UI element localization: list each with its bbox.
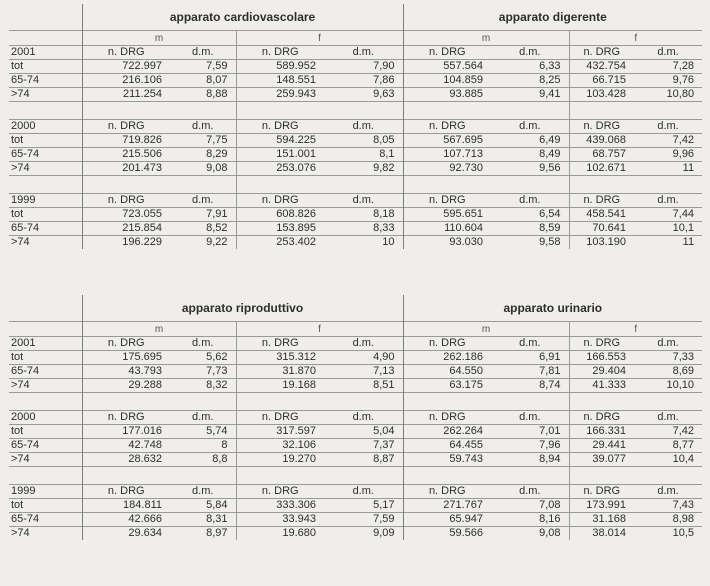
drg-count-cell: 107.713 [403,148,491,162]
dm-value-cell: 8,97 [170,527,236,541]
dm-value-cell: 6,54 [491,208,569,222]
dm-header: d.m. [324,337,403,351]
drg-count-cell: 215.506 [82,148,170,162]
dm-header: d.m. [324,411,403,425]
row-label: 65-74 [9,439,82,453]
dm-value-cell: 9,22 [170,236,236,250]
drg-count-cell: 184.811 [82,499,170,513]
year-label: 2001 [9,337,82,351]
drg-count-cell: 166.553 [569,351,634,365]
spacer-cell [236,176,324,194]
drg-count-cell: 92.730 [403,162,491,176]
n-drg-header: n. DRG [569,194,634,208]
dm-value-cell: 9,63 [324,88,403,102]
row-label: tot [9,351,82,365]
drg-count-cell: 104.859 [403,74,491,88]
drg-count-cell: 42.748 [82,439,170,453]
dm-header: d.m. [634,485,702,499]
drg-count-cell: 64.455 [403,439,491,453]
dm-value-cell: 7,42 [634,134,702,148]
drg-count-cell: 719.826 [82,134,170,148]
dm-value-cell: 8,25 [491,74,569,88]
dm-value-cell: 7,73 [170,365,236,379]
row-label: 65-74 [9,513,82,527]
dm-value-cell: 8 [170,439,236,453]
dm-value-cell: 4,90 [324,351,403,365]
dm-header: d.m. [491,337,569,351]
dm-value-cell: 8,74 [491,379,569,393]
n-drg-header: n. DRG [569,120,634,134]
dm-value-cell: 8,07 [170,74,236,88]
dm-value-cell: 7,90 [324,60,403,74]
drg-count-cell: 173.991 [569,499,634,513]
empty-cell [9,31,82,46]
n-drg-header: n. DRG [82,120,170,134]
dm-value-cell: 6,49 [491,134,569,148]
row-label: >74 [9,236,82,250]
dm-value-cell: 9,82 [324,162,403,176]
dm-header: d.m. [491,411,569,425]
drg-count-cell: 41.333 [569,379,634,393]
gender-m-label: m [82,31,236,46]
dm-value-cell: 10,1 [634,222,702,236]
spacer-cell [634,102,702,120]
drg-count-cell: 589.952 [236,60,324,74]
spacer-cell [403,393,491,411]
n-drg-header: n. DRG [403,194,491,208]
dm-value-cell: 8,49 [491,148,569,162]
dm-value-cell: 7,75 [170,134,236,148]
n-drg-header: n. DRG [569,46,634,60]
row-label: tot [9,208,82,222]
drg-count-cell: 31.168 [569,513,634,527]
dm-value-cell: 7,96 [491,439,569,453]
drg-count-cell: 31.870 [236,365,324,379]
year-label: 1999 [9,194,82,208]
drg-count-cell: 103.428 [569,88,634,102]
row-label: >74 [9,88,82,102]
n-drg-header: n. DRG [236,120,324,134]
dm-value-cell: 10,80 [634,88,702,102]
spacer-cell [569,393,634,411]
spacer-cell [569,102,634,120]
drg-count-cell: 66.715 [569,74,634,88]
dm-value-cell: 8,8 [170,453,236,467]
drg-count-cell: 68.757 [569,148,634,162]
empty-cell [9,322,82,337]
spacer-cell [236,467,324,485]
dm-header: d.m. [170,485,236,499]
spacer-cell [9,102,82,120]
gender-m-label: m [403,322,569,337]
spacer-cell [403,102,491,120]
n-drg-header: n. DRG [569,337,634,351]
dm-header: d.m. [170,411,236,425]
drg-count-cell: 259.943 [236,88,324,102]
drg-count-cell: 432.754 [569,60,634,74]
dm-value-cell: 5,04 [324,425,403,439]
drg-count-cell: 19.168 [236,379,324,393]
drg-count-cell: 608.826 [236,208,324,222]
dm-value-cell: 9,08 [170,162,236,176]
drg-count-cell: 151.001 [236,148,324,162]
n-drg-header: n. DRG [236,337,324,351]
n-drg-header: n. DRG [403,485,491,499]
empty-cell [9,4,82,31]
dm-value-cell: 5,17 [324,499,403,513]
row-label: >74 [9,162,82,176]
spacer-cell [403,467,491,485]
dm-value-cell: 9,08 [491,527,569,541]
spacer-cell [82,467,170,485]
drg-count-cell: 39.077 [569,453,634,467]
dm-value-cell: 8,77 [634,439,702,453]
drg-count-cell: 315.312 [236,351,324,365]
spacer-cell [82,102,170,120]
dm-header: d.m. [324,485,403,499]
dm-value-cell: 9,76 [634,74,702,88]
row-label: tot [9,60,82,74]
dm-value-cell: 7,08 [491,499,569,513]
drg-count-cell: 29.441 [569,439,634,453]
year-label: 2000 [9,411,82,425]
dm-value-cell: 5,74 [170,425,236,439]
row-label: tot [9,134,82,148]
year-label: 2001 [9,46,82,60]
row-label: 65-74 [9,222,82,236]
drg-count-cell: 253.402 [236,236,324,250]
spacer-cell [324,393,403,411]
dm-header: d.m. [634,46,702,60]
spacer-cell [491,393,569,411]
dm-value-cell: 8,69 [634,365,702,379]
drg-count-cell: 723.055 [82,208,170,222]
row-label: 65-74 [9,365,82,379]
drg-count-cell: 19.270 [236,453,324,467]
drg-count-cell: 196.229 [82,236,170,250]
dm-value-cell: 8,05 [324,134,403,148]
drg-count-cell: 567.695 [403,134,491,148]
dm-value-cell: 7,01 [491,425,569,439]
dm-value-cell: 9,56 [491,162,569,176]
gender-m-label: m [82,322,236,337]
section-table [9,4,702,249]
dm-header: d.m. [170,337,236,351]
dm-value-cell: 7,42 [634,425,702,439]
spacer-cell [324,176,403,194]
dm-value-cell: 7,91 [170,208,236,222]
drg-count-cell: 93.885 [403,88,491,102]
drg-count-cell: 595.651 [403,208,491,222]
row-label: >74 [9,453,82,467]
spacer-cell [82,393,170,411]
drg-count-cell: 175.695 [82,351,170,365]
n-drg-header: n. DRG [403,411,491,425]
row-label: >74 [9,527,82,541]
n-drg-header: n. DRG [236,411,324,425]
drg-count-cell: 70.641 [569,222,634,236]
spacer-cell [403,176,491,194]
spacer-cell [82,176,170,194]
spacer-cell [170,176,236,194]
spacer-cell [634,467,702,485]
dm-header: d.m. [170,194,236,208]
dm-header: d.m. [324,194,403,208]
drg-count-cell: 103.190 [569,236,634,250]
drg-count-cell: 63.175 [403,379,491,393]
dm-value-cell: 8,98 [634,513,702,527]
spacer-cell [324,102,403,120]
n-drg-header: n. DRG [569,485,634,499]
dm-value-cell: 7,86 [324,74,403,88]
dm-header: d.m. [324,46,403,60]
n-drg-header: n. DRG [236,46,324,60]
dm-header: d.m. [634,337,702,351]
dm-value-cell: 7,28 [634,60,702,74]
spacer-cell [634,393,702,411]
year-label: 2000 [9,120,82,134]
drg-count-cell: 201.473 [82,162,170,176]
spacer-cell [634,176,702,194]
dm-value-cell: 9,09 [324,527,403,541]
drg-count-cell: 148.551 [236,74,324,88]
dm-value-cell: 8,51 [324,379,403,393]
n-drg-header: n. DRG [82,337,170,351]
drg-count-cell: 215.854 [82,222,170,236]
drg-count-cell: 458.541 [569,208,634,222]
drg-count-cell: 317.597 [236,425,324,439]
spacer-cell [569,176,634,194]
dm-header: d.m. [634,411,702,425]
drg-count-cell: 262.186 [403,351,491,365]
dm-value-cell: 9,41 [491,88,569,102]
dm-value-cell: 10,4 [634,453,702,467]
dm-value-cell: 8,59 [491,222,569,236]
row-label: tot [9,425,82,439]
spacer-cell [491,467,569,485]
dm-value-cell: 8,87 [324,453,403,467]
dm-header: d.m. [491,194,569,208]
dm-value-cell: 7,43 [634,499,702,513]
spacer-cell [236,102,324,120]
section-right-title: apparato digerente [498,9,607,24]
spacer-cell [9,467,82,485]
drg-count-cell: 333.306 [236,499,324,513]
dm-value-cell: 7,59 [170,60,236,74]
dm-value-cell: 9,96 [634,148,702,162]
dm-value-cell: 5,62 [170,351,236,365]
dm-value-cell: 8,52 [170,222,236,236]
n-drg-header: n. DRG [403,120,491,134]
drg-count-cell: 110.604 [403,222,491,236]
drg-count-cell: 65.947 [403,513,491,527]
gender-m-label: m [403,31,569,46]
drg-count-cell: 59.743 [403,453,491,467]
spacer-cell [569,467,634,485]
n-drg-header: n. DRG [236,485,324,499]
dm-value-cell: 6,91 [491,351,569,365]
drg-count-cell: 262.264 [403,425,491,439]
empty-cell [9,295,82,322]
drg-count-cell: 271.767 [403,499,491,513]
section-right-title: apparato urinario [503,300,603,315]
dm-value-cell: 10,10 [634,379,702,393]
row-label: 65-74 [9,74,82,88]
dm-header: d.m. [634,194,702,208]
spacer-cell [9,393,82,411]
spacer-cell [170,467,236,485]
drg-count-cell: 43.793 [82,365,170,379]
dm-header: d.m. [170,120,236,134]
dm-value-cell: 8,29 [170,148,236,162]
drg-count-cell: 42.666 [82,513,170,527]
year-label: 1999 [9,485,82,499]
drg-count-cell: 64.550 [403,365,491,379]
n-drg-header: n. DRG [403,337,491,351]
n-drg-header: n. DRG [569,411,634,425]
dm-value-cell: 9,58 [491,236,569,250]
dm-value-cell: 8,88 [170,88,236,102]
row-label: 65-74 [9,148,82,162]
drg-count-cell: 29.404 [569,365,634,379]
drg-count-cell: 594.225 [236,134,324,148]
drg-count-cell: 102.671 [569,162,634,176]
dm-value-cell: 11 [634,162,702,176]
spacer-cell [236,393,324,411]
dm-value-cell: 10,5 [634,527,702,541]
dm-header: d.m. [634,120,702,134]
dm-value-cell: 7,13 [324,365,403,379]
spacer-cell [324,467,403,485]
drg-count-cell: 19.680 [236,527,324,541]
dm-value-cell: 8,1 [324,148,403,162]
spacer-cell [170,102,236,120]
drg-count-cell: 177.016 [82,425,170,439]
drg-count-cell: 153.895 [236,222,324,236]
drg-count-cell: 166.331 [569,425,634,439]
dm-value-cell: 7,81 [491,365,569,379]
n-drg-header: n. DRG [82,485,170,499]
section-left-title: apparato cardiovascolare [82,4,403,31]
dm-value-cell: 8,94 [491,453,569,467]
dm-header: d.m. [170,46,236,60]
dm-value-cell: 7,44 [634,208,702,222]
gender-f-label: f [569,31,702,46]
drg-count-cell: 33.943 [236,513,324,527]
drg-count-cell: 722.997 [82,60,170,74]
drg-count-cell: 93.030 [403,236,491,250]
gender-f-label: f [236,31,403,46]
drg-count-cell: 439.068 [569,134,634,148]
drg-count-cell: 28.632 [82,453,170,467]
spacer-cell [491,102,569,120]
dm-value-cell: 8,16 [491,513,569,527]
drg-count-cell: 32.106 [236,439,324,453]
drg-count-cell: 211.254 [82,88,170,102]
section-table [9,295,702,540]
drg-count-cell: 59.566 [403,527,491,541]
dm-header: d.m. [324,120,403,134]
drg-count-cell: 38.014 [569,527,634,541]
gender-f-label: f [236,322,403,337]
dm-header: d.m. [491,485,569,499]
n-drg-header: n. DRG [403,46,491,60]
row-label: >74 [9,379,82,393]
dm-value-cell: 7,37 [324,439,403,453]
n-drg-header: n. DRG [236,194,324,208]
n-drg-header: n. DRG [82,46,170,60]
dm-value-cell: 6,33 [491,60,569,74]
n-drg-header: n. DRG [82,194,170,208]
dm-value-cell: 10 [324,236,403,250]
spacer-cell [9,176,82,194]
dm-value-cell: 8,18 [324,208,403,222]
dm-value-cell: 7,33 [634,351,702,365]
spacer-cell [170,393,236,411]
spacer-cell [491,176,569,194]
dm-header: d.m. [491,46,569,60]
dm-value-cell: 5,84 [170,499,236,513]
drg-count-cell: 216.106 [82,74,170,88]
dm-value-cell: 8,31 [170,513,236,527]
drg-count-cell: 253.076 [236,162,324,176]
drg-count-cell: 29.288 [82,379,170,393]
dm-header: d.m. [491,120,569,134]
drg-count-cell: 557.564 [403,60,491,74]
dm-value-cell: 11 [634,236,702,250]
drg-count-cell: 29.634 [82,527,170,541]
gender-f-label: f [569,322,702,337]
dm-value-cell: 8,33 [324,222,403,236]
n-drg-header: n. DRG [82,411,170,425]
dm-value-cell: 8,32 [170,379,236,393]
dm-value-cell: 7,59 [324,513,403,527]
section-left-title: apparato riproduttivo [82,295,403,322]
row-label: tot [9,499,82,513]
